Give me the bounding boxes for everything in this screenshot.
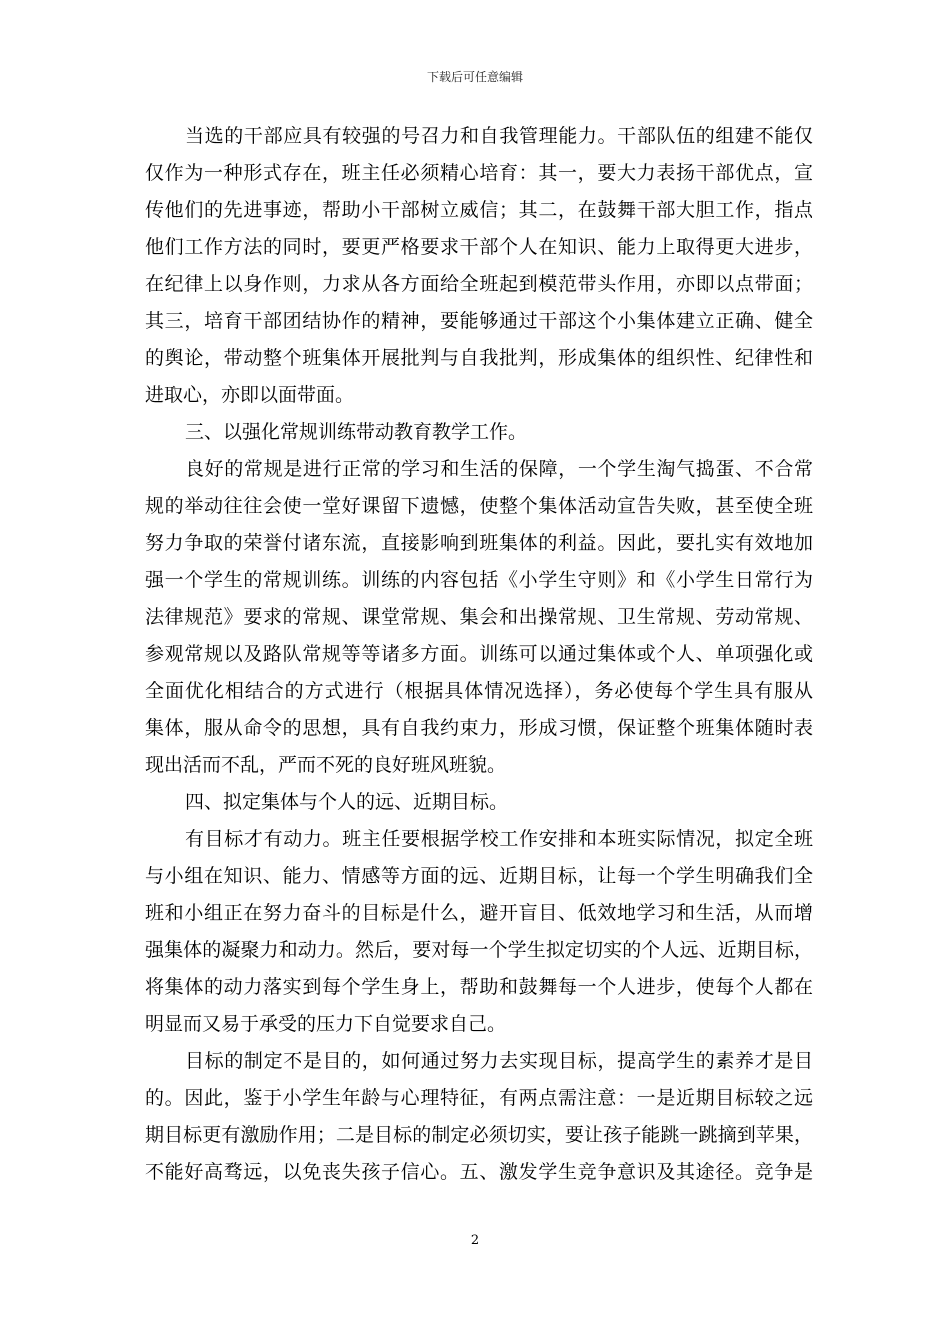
- text-line: 他们工作方法的同时，要更严格要求干部个人在知识、能力上取得更大进步，: [145, 236, 813, 258]
- text-line: 其三，培育干部团结协作的精神，要能够通过干部这个小集体建立正确、健全: [145, 310, 813, 332]
- text-line: 当选的干部应具有较强的号召力和自我管理能力。干部队伍的组建不能仅: [185, 125, 813, 147]
- text-line: 在纪律上以身作则，力求从各方面给全班起到模范带头作用，亦即以点带面；: [145, 273, 813, 295]
- text-line: 强集体的凝聚力和动力。然后，要对每一个学生拟定切实的个人远、近期目标，: [145, 939, 813, 961]
- text-line: 强一个学生的常规训练。训练的内容包括《小学生守则》和《小学生日常行为: [145, 569, 813, 591]
- text-line: 有目标才有动力。班主任要根据学校工作安排和本班实际情况，拟定全班: [185, 828, 813, 850]
- body-text: [145, 118, 813, 1191]
- text-line: 明显而又易于承受的压力下自觉要求自己。: [145, 1013, 507, 1035]
- text-line: 将集体的动力落实到每个学生身上，帮助和鼓舞每一个人进步，使每个人都在: [145, 976, 813, 998]
- text-line: 规的举动往往会使一堂好课留下遗憾，使整个集体活动宣告失败，甚至使全班: [145, 495, 813, 517]
- text-line: 全面优化相结合的方式进行（根据具体情况选择），务必使每个学生具有服从: [145, 680, 813, 702]
- section-heading: 四、拟定集体与个人的远、近期目标。: [185, 791, 509, 813]
- text-line: 参观常规以及路队常规等等诸多方面。训练可以通过集体或个人、单项强化或: [145, 643, 813, 665]
- text-line: 传他们的先进事迹，帮助小干部树立威信；其二，在鼓舞干部大胆工作，指点: [145, 199, 813, 221]
- text-line: 仅作为一种形式存在，班主任必须精心培育：其一，要大力表扬干部优点，宣: [145, 162, 813, 184]
- text-line: 目标的制定不是目的，如何通过努力去实现目标，提高学生的素养才是目: [185, 1050, 813, 1072]
- text-line: 集体，服从命令的思想，具有自我约束力，形成习惯，保证整个班集体随时表: [145, 717, 813, 739]
- page-header: 下载后可任意编辑: [426, 70, 523, 84]
- text-line: 不能好高骛远，以免丧失孩子信心。五、激发学生竞争意识及其途径。竞争是: [145, 1161, 813, 1183]
- text-line: 的舆论，带动整个班集体开展批判与自我批判，形成集体的组织性、纪律性和: [145, 347, 813, 369]
- text-line: 与小组在知识、能力、情感等方面的远、近期目标，让每一个学生明确我们全: [145, 865, 813, 887]
- text-line: 的。因此，鉴于小学生年龄与心理特征，有两点需注意：一是近期目标较之远: [145, 1087, 813, 1109]
- text-line: 班和小组正在努力奋斗的目标是什么，避开盲目、低效地学习和生活，从而增: [145, 902, 813, 924]
- text-line: 进取心，亦即以面带面。: [145, 384, 355, 406]
- text-line: 期目标更有激励作用；二是目标的制定必须切实，要让孩子能跳一跳摘到苹果，: [145, 1124, 813, 1146]
- text-line: 良好的常规是进行正常的学习和生活的保障，一个学生淘气捣蛋、不合常: [185, 458, 813, 480]
- page-number: 2: [470, 1233, 480, 1248]
- text-line: 法律规范》要求的常规、课堂常规、集会和出操常规、卫生常规、劳动常规、: [145, 606, 813, 628]
- text-line: 努力争取的荣誉付诸东流，直接影响到班集体的利益。因此，要扎实有效地加: [145, 532, 813, 554]
- section-heading: 三、以强化常规训练带动教育教学工作。: [185, 421, 528, 443]
- text-line: 现出活而不乱，严而不死的良好班风班貌。: [145, 754, 507, 776]
